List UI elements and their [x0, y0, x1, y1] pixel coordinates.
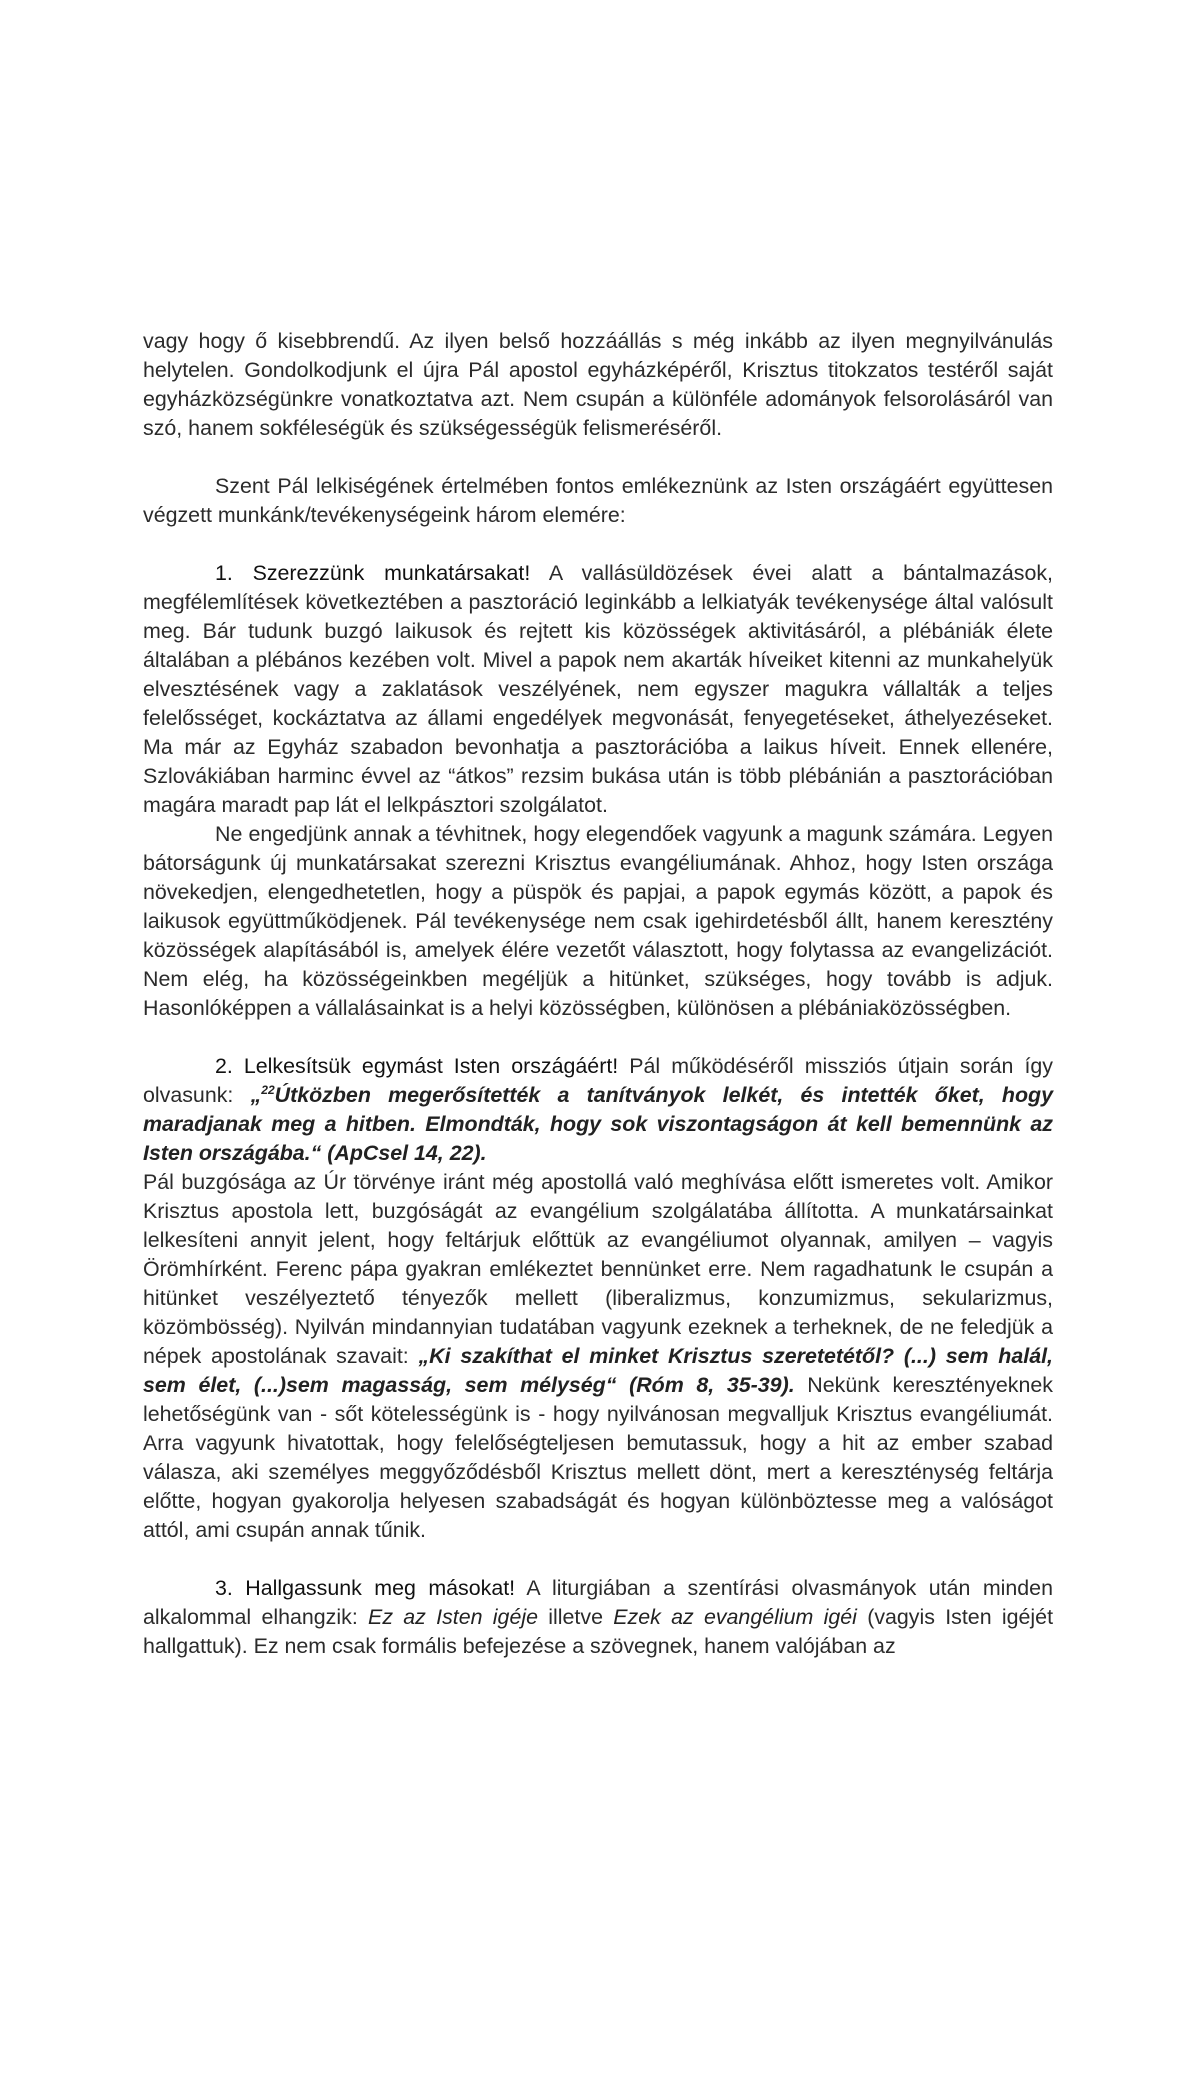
document-page — [143, 327, 1053, 1661]
section-1-heading: Szerezzünk munkatársakat! — [252, 561, 531, 585]
section-2-quote-mark: „ — [250, 1083, 262, 1107]
section-1-text: A vallásüldözések évei alatt a bántalmazások, megfélemlítések következtében a pasztoráció leginkább a lelkiatyák tevékenysége által valósult meg. Bár tudunk buzgó laikusok és rejtett kis közösségek aktivitásáról, a plébániák élete általában a plébános kezében volt. Mivel a papok nem akarták híveiket kitenni az munkahelyük elvesztésének vagy a zaklatások veszélyének, nem egyszer magukra vállalták a teljes felelősséget, kockáztatva az állami engedélyek megvonását, fenyegetéseket, áthelyezéseket. Ma már az Egyház szabadon bevonhatja a pasztorációba a laikus híveit. Ennek ellenére, Szlovákiában harminc évvel az “átkos” rezsim bukása után is több plébánián a pasztorációban magára maradt pap lát el lelkpásztori szolgálatot. — [143, 561, 1053, 817]
section-2-heading: 2. Lelkesítsük egymást Isten országáért! — [215, 1054, 619, 1078]
section-2-paragraph-2 — [143, 1168, 1053, 1545]
section-3-italic-2: Ezek az evangélium igéi — [613, 1605, 857, 1629]
spacer — [143, 1023, 1053, 1052]
section-2-paragraph — [143, 1052, 1053, 1168]
spacer — [143, 443, 1053, 472]
section-2-text: Pál működéséről missziós útjain során így olvasunk: — [143, 1054, 1053, 1107]
paragraph-intro: vagy hogy ő kisebbrendű. Az ilyen belső hozzáállás s még inkább az ilyen megnyilvánulás helytelen. Gondolkodjunk el újra Pál apostol egyházképéről, Krisztus titokzatos testéről saját egyházközségünkre vonatkoztatva azt. Nem csupán a különféle adományok felsorolásáról van szó, hanem sokféleségük és szükségességük felismeréséről. — [143, 329, 1053, 440]
section-3-text-2: illetve — [538, 1605, 614, 1629]
section-2-text-a: Pál buzgósága az Úr törvénye iránt még apostollá való meghívása előtt ismeretes volt. Amikor Krisztus apostola lett, buzgóságát az evangélium szolgálatába állította. A munkatársainkat lelkesíteni annyit jelent, hogy feltárjuk előttük az evangéliumot olyannak, amilyen – vagyis Örömhírként. Ferenc pápa gyakran emlékeztet bennünket erre. Nem ragadhatunk le csupán a hitünket veszélyeztető tényezők mellett (liberalizmus, konzumizmus, sekularizmus, közömbösség). Nyilván mindannyian tudatában vagyunk ezeknek a terheknek, de ne feledjük a népek apostolának szavait: — [143, 1170, 1053, 1368]
spacer — [143, 1545, 1053, 1574]
section-3-text-3: (vagyis Isten igéjét hallgattuk). Ez nem csak formális befejezése a szövegnek, hanem valójában az — [143, 1605, 1054, 1658]
section-3-heading: 3. Hallgassunk meg másokat! — [215, 1576, 516, 1600]
section-2-quote: Útközben megerősítették a tanítványok lelkét, és intették őket, hogy maradjanak meg a hitben. Elmondták, hogy sok viszontagságon át kell bemennünk az Isten országába.“ (ApCsel 14, 22). — [143, 1083, 1053, 1165]
section-2-quote-2: „Ki szakíthat el minket Krisztus szeretetétől? (...) sem halál, sem élet, (...)sem magasság, sem mélység“ (Róm 8, 35-39). — [143, 1344, 1053, 1397]
section-1-number: 1. — [215, 561, 253, 585]
verse-number: 22 — [261, 1082, 275, 1097]
paragraph-three-elements: Szent Pál lelkiségének értelmében fontos emlékeznünk az Isten országáért együttesen végzett munkánk/tevékenységeink három elemére: — [143, 474, 1053, 527]
section-3-paragraph — [143, 1574, 1053, 1661]
section-1-paragraph — [143, 559, 1053, 820]
spacer — [143, 530, 1053, 559]
section-3-text-1: A liturgiában a szentírási olvasmányok után minden alkalommal elhangzik: — [143, 1576, 1053, 1629]
section-1-paragraph-2: Ne engedjünk annak a tévhitnek, hogy elegendőek vagyunk a magunk számára. Legyen bátorságunk új munkatársakat szerezni Krisztus evangéliumának. Ahhoz, hogy Isten országa növekedjen, elengedhetetlen, hogy a püspök és papjai, a papok egymás között, a papok és laikusok együttműködjenek. Pál tevékenysége nem csak igehirdetésből állt, hanem keresztény közösségek alapításából is, amelyek élére vezetőt választott, hogy folytassa az evangelizációt. Nem elég, ha közösségeinkben megéljük a hitünket, szükséges, hogy tovább is adjuk. Hasonlóképpen a vállalásainkat is a helyi közösségben, különösen a plébániaközösségben. — [143, 822, 1053, 1020]
section-3-italic-1: Ez az Isten igéje — [368, 1605, 538, 1629]
section-2-text-b: Nekünk keresztényeknek lehetőségünk van - sőt kötelességünk is - hogy nyilvánosan megvalljuk Krisztus evangéliumát. Arra vagyunk hivatottak, hogy felelőségteljesen bemutassuk, hogy a hit az ember szabad válasza, aki személyes meggyőződésből Krisztus mellett dönt, mert a kereszténység feltárja előtte, hogyan gyakorolja helyesen szabadságát és hogyan különböztesse meg a valóságot attól, ami csupán annak tűnik. — [143, 1373, 1053, 1542]
